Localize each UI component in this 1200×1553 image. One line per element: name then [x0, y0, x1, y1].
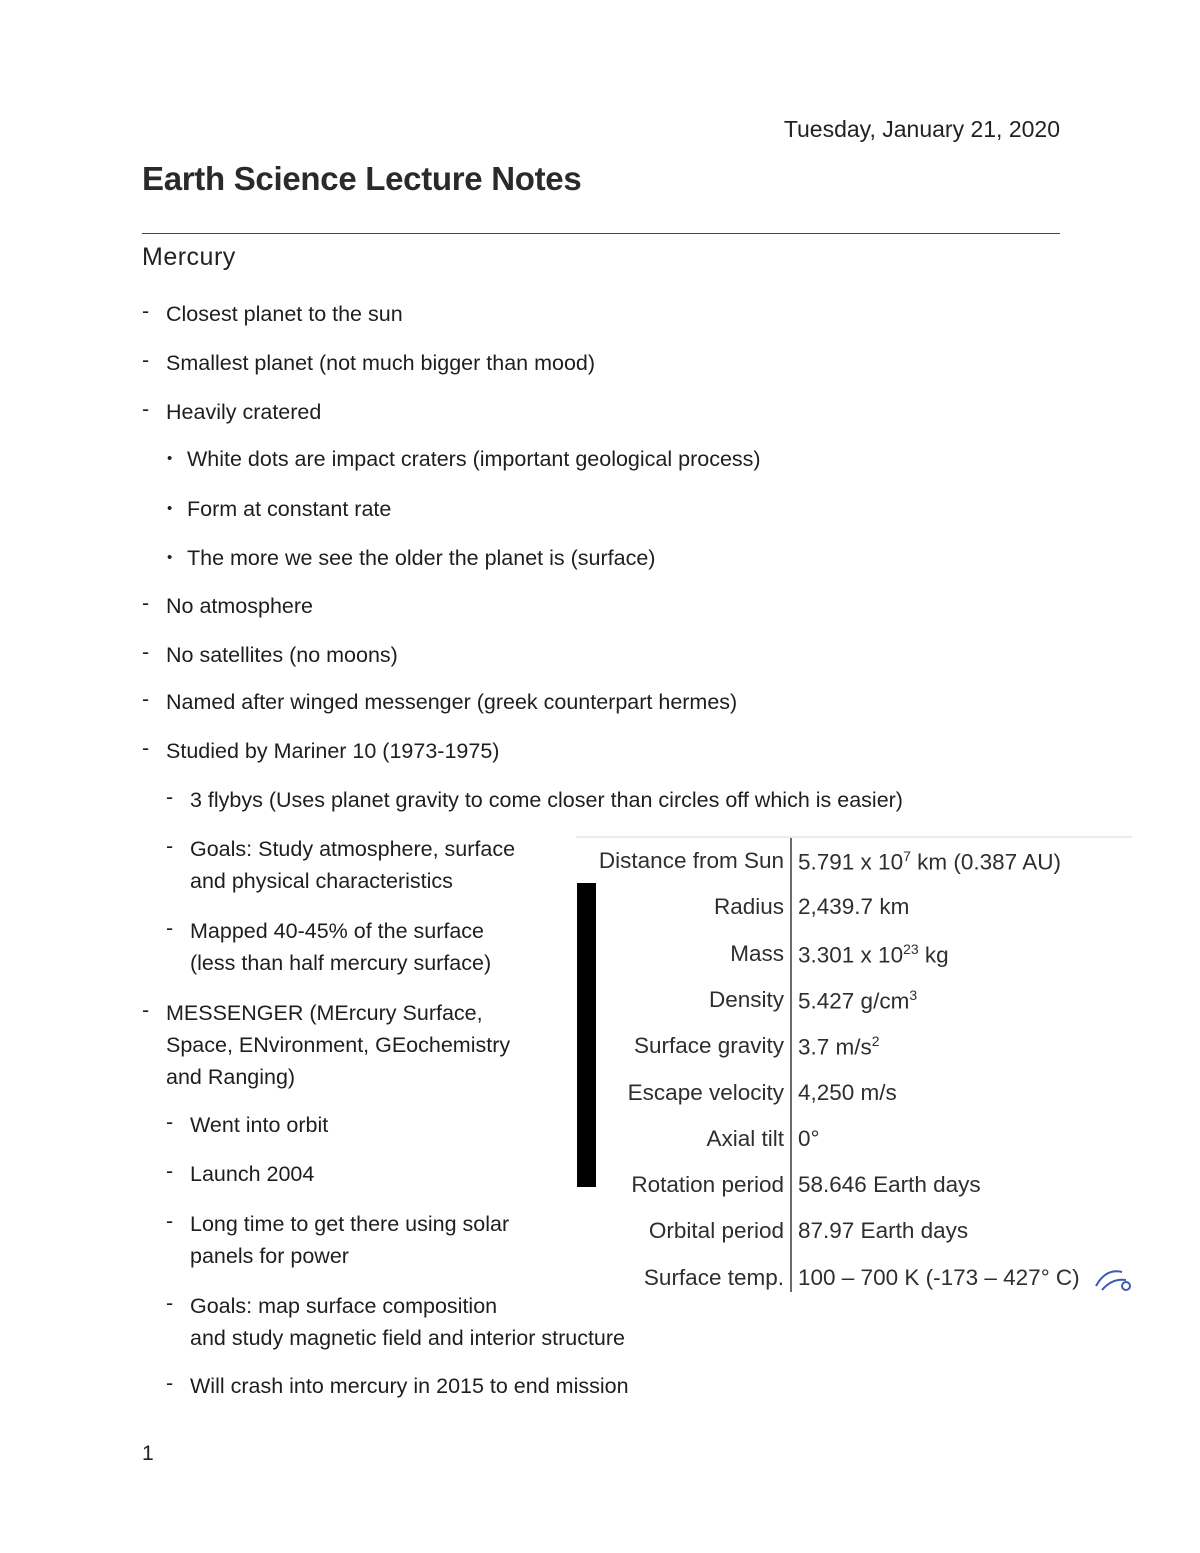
- facts-row: [576, 1259, 1132, 1292]
- note-item: [142, 347, 596, 379]
- facts-value-text: 3.7 m/s: [798, 1034, 872, 1060]
- dash-marker: -: [166, 1110, 174, 1134]
- facts-value: [798, 848, 1061, 876]
- facts-label: Surface gravity: [633, 1033, 784, 1059]
- note-text-line: and physical characteristics: [190, 869, 453, 893]
- facts-value: [798, 987, 917, 1015]
- note-text: 3 flybys (Uses planet gravity to come closer than circles off which is easier): [190, 788, 903, 812]
- facts-value: [798, 1265, 1080, 1291]
- note-subitem: [166, 1158, 315, 1190]
- note-text: The more we see the older the planet is (surface): [187, 546, 656, 570]
- note-text-line: panels for power: [190, 1244, 349, 1268]
- facts-row: [576, 1120, 1132, 1160]
- dash-marker: -: [142, 736, 150, 760]
- note-text-line: Mapped 40-45% of the surface: [190, 919, 485, 943]
- note-subitem: [166, 915, 492, 979]
- facts-row: [576, 1166, 1132, 1206]
- note-item: [142, 735, 500, 767]
- bullet-marker: •: [167, 549, 173, 566]
- facts-value-text: 58.646 Earth days: [798, 1172, 981, 1198]
- facts-value-text: 5.427 g/cm: [798, 988, 910, 1014]
- watermark-logo-icon: [1092, 1264, 1132, 1292]
- note-item: [142, 639, 398, 671]
- facts-value-exponent: 23: [903, 940, 919, 957]
- facts-value: [798, 1080, 897, 1106]
- note-text: Heavily cratered: [166, 400, 322, 424]
- note-subitem: [167, 443, 761, 475]
- facts-value-unit: kg: [918, 942, 949, 968]
- facts-value: [798, 1033, 880, 1061]
- facts-row: [576, 1212, 1132, 1252]
- dash-marker: -: [166, 1291, 174, 1315]
- facts-value-text: 4,250 m/s: [798, 1079, 897, 1105]
- note-text: Smallest planet (not much bigger than mood): [166, 351, 596, 375]
- document-title: Earth Science Lecture Notes: [142, 160, 582, 197]
- facts-value: [798, 1172, 981, 1198]
- facts-value-text: 100 – 700 K (-173 – 427° C): [798, 1264, 1080, 1290]
- facts-label: Escape velocity: [627, 1079, 784, 1105]
- note-item: [142, 298, 403, 330]
- facts-row: [576, 981, 1132, 1021]
- facts-label: Orbital period: [648, 1218, 784, 1244]
- note-subitem: [166, 1290, 626, 1354]
- facts-value: [798, 894, 909, 920]
- facts-row: [576, 1027, 1132, 1067]
- note-subitem: [166, 784, 903, 816]
- note-text: Will crash into mercury in 2015 to end mission: [190, 1374, 629, 1398]
- note-item: [142, 590, 313, 622]
- facts-label: Rotation period: [631, 1172, 784, 1198]
- facts-row: [576, 1074, 1132, 1114]
- mercury-facts-figure: [576, 836, 1132, 1292]
- facts-label: Distance from Sun: [598, 848, 784, 873]
- note-text: Closest planet to the sun: [166, 302, 403, 326]
- facts-value-text: 3.301 x 10: [798, 942, 904, 968]
- note-text-line: and Ranging): [166, 1065, 296, 1089]
- note-text: No atmosphere: [166, 594, 313, 618]
- facts-value: [798, 941, 949, 969]
- bullet-marker: •: [167, 450, 173, 467]
- bullet-marker: •: [167, 500, 173, 517]
- note-subitem: [166, 1370, 629, 1402]
- dash-marker: -: [166, 785, 174, 809]
- note-text: Launch 2004: [190, 1162, 315, 1186]
- document-date: Tuesday, January 21, 2020: [783, 116, 1060, 142]
- facts-row: [576, 842, 1132, 882]
- facts-value-exponent: 7: [903, 848, 911, 864]
- facts-label: Radius: [713, 894, 784, 920]
- note-subitem: [166, 1208, 510, 1272]
- dash-marker: -: [166, 1371, 174, 1395]
- facts-value: [798, 1218, 968, 1244]
- note-text: Studied by Mariner 10 (1973-1975): [166, 739, 500, 763]
- note-subitem: [167, 542, 656, 574]
- facts-value-unit: km (0.387 AU): [910, 849, 1061, 875]
- note-text-line: and study magnetic field and interior structure: [190, 1326, 626, 1350]
- dash-marker: -: [142, 397, 150, 421]
- facts-row: [576, 935, 1132, 975]
- note-text: White dots are impact craters (important geological process): [187, 447, 761, 471]
- note-text-line: (less than half mercury surface): [190, 951, 492, 975]
- note-text-line: Goals: map surface composition: [190, 1294, 498, 1318]
- dash-marker: -: [142, 591, 150, 615]
- facts-value-text: 2,439.7 km: [798, 894, 910, 920]
- facts-value-text: 0°: [798, 1125, 820, 1151]
- dash-marker: -: [142, 998, 150, 1022]
- dash-marker: -: [166, 1209, 174, 1233]
- section-heading: Mercury: [142, 243, 236, 271]
- title-divider: [142, 233, 1060, 234]
- facts-label: Axial tilt: [706, 1125, 784, 1151]
- facts-value-exponent: 3: [909, 986, 918, 1003]
- note-text: Named after winged messenger (greek counterpart hermes): [166, 690, 738, 714]
- facts-value-exponent: 2: [871, 1033, 880, 1050]
- note-subitem: [166, 1109, 329, 1141]
- facts-value: [798, 1126, 820, 1152]
- facts-row: [576, 888, 1132, 928]
- page-number: 1: [142, 1442, 154, 1465]
- dash-marker: -: [142, 299, 150, 323]
- dash-marker: -: [142, 348, 150, 372]
- facts-label: Surface temp.: [643, 1264, 784, 1290]
- note-item: [142, 997, 511, 1093]
- dash-marker: -: [166, 916, 174, 940]
- dash-marker: -: [142, 687, 150, 711]
- facts-label: Density: [708, 986, 784, 1012]
- figure-top-edge: [576, 836, 1132, 838]
- note-text-line: Long time to get there using solar: [190, 1212, 510, 1236]
- facts-value-text: 5.791 x 10: [798, 849, 904, 875]
- note-text-line: MESSENGER (MErcury Surface,: [166, 1001, 483, 1025]
- note-item: [142, 396, 322, 428]
- note-item: [142, 686, 738, 718]
- note-subitem: [167, 493, 392, 525]
- dash-marker: -: [142, 640, 150, 664]
- facts-label: Mass: [730, 940, 784, 966]
- note-subitem: [166, 833, 516, 897]
- note-text-line: Space, ENvironment, GEochemistry: [166, 1033, 511, 1057]
- dash-marker: -: [166, 1159, 174, 1183]
- dash-marker: -: [166, 834, 174, 858]
- note-text: Went into orbit: [190, 1113, 329, 1137]
- note-text: No satellites (no moons): [166, 643, 398, 667]
- note-text-line: Goals: Study atmosphere, surface: [190, 837, 516, 861]
- facts-value-text: 87.97 Earth days: [798, 1218, 969, 1244]
- note-text: Form at constant rate: [187, 497, 392, 521]
